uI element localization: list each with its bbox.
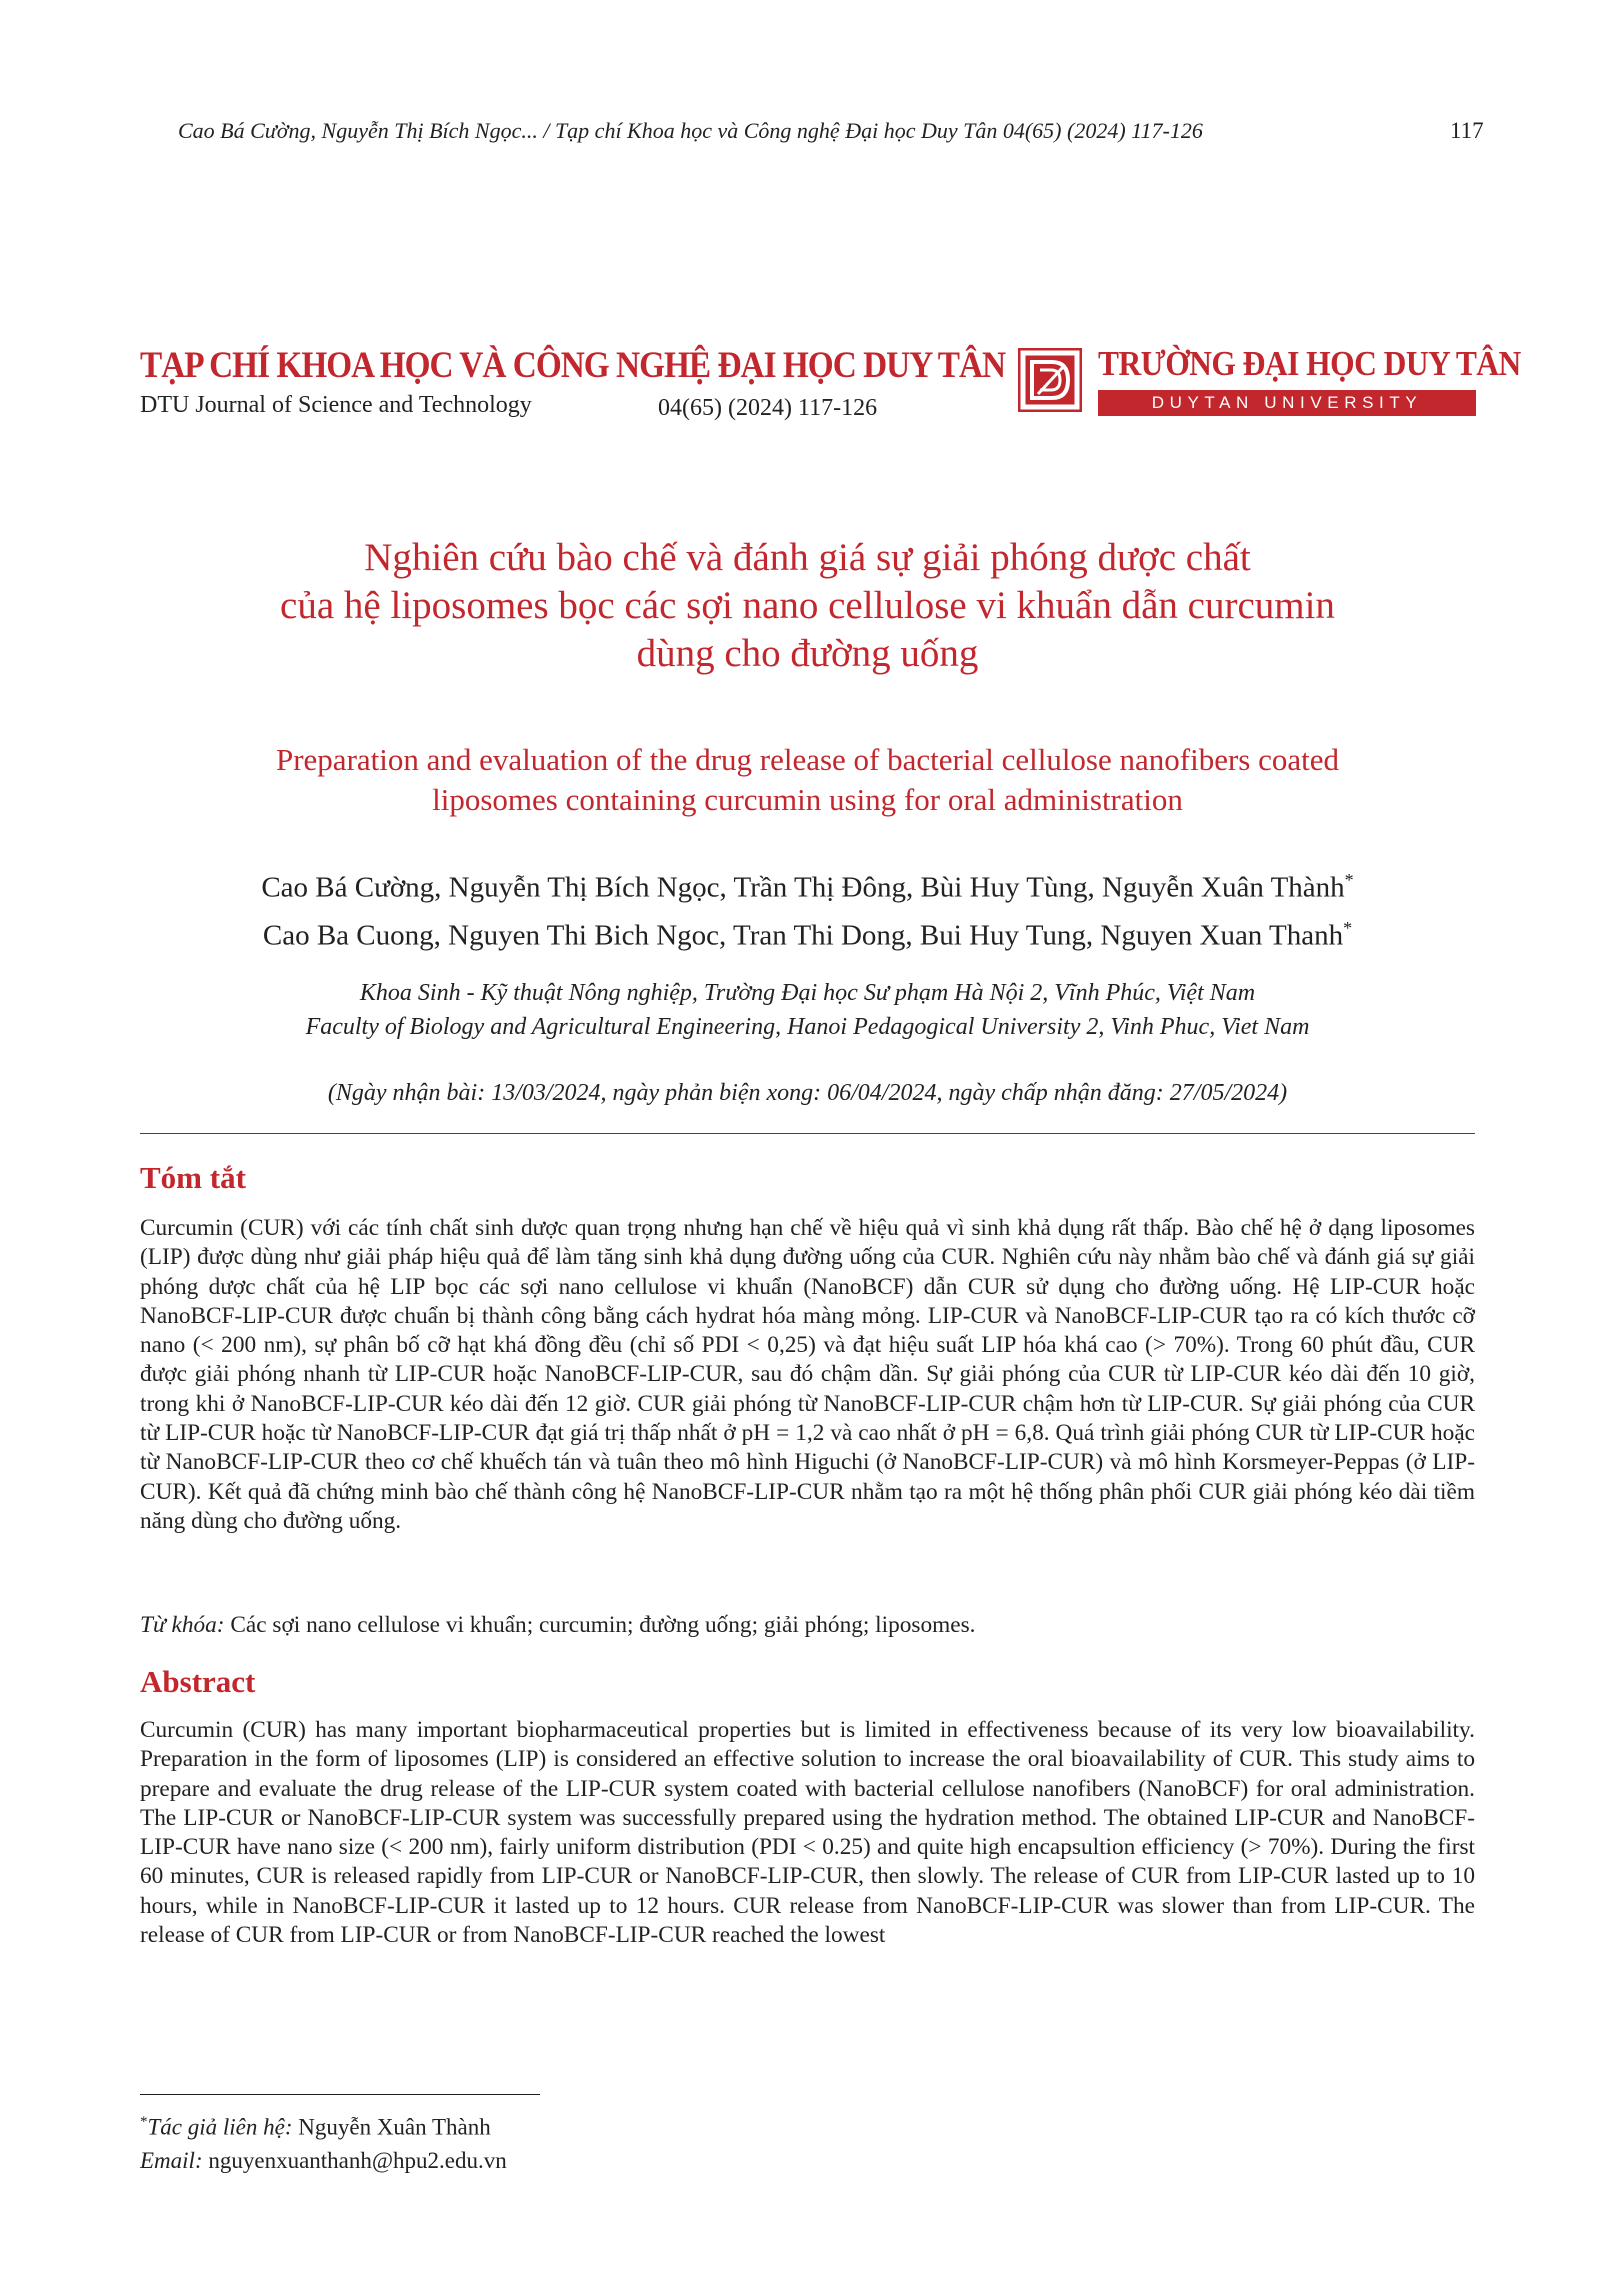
corresponding-mark-vn: * bbox=[1344, 870, 1354, 890]
authors-en-line bbox=[140, 908, 1475, 956]
journal-issue: 04(65) (2024) 117-126 bbox=[658, 395, 878, 421]
header-divider bbox=[140, 1133, 1475, 1134]
authors-vn-line bbox=[140, 860, 1475, 908]
keywords bbox=[140, 1612, 1475, 1639]
title-en bbox=[140, 740, 1475, 820]
summary-text: Curcumin (CUR) với các tính chất sinh dược quan trọng nhưng hạn chế về hiệu quả vì sinh khả dụng rất thấp. Bào chế hệ ở dạng liposomes (LIP) được dùng như giải pháp hiệu quả để làm tăng sinh khả dụng đường uống của CUR. Nghiên cứu này nhằm bào chế và đánh giá sự giải phóng dược chất của hệ LIP bọc các sợi nano cellulose vi khuẩn (NanoBCF) dẫn CUR sử dụng cho đường uống. Hệ LIP-CUR hoặc NanoBCF-LIP-CUR được chuẩn bị thành công bằng cách hydrat hóa màng mỏng. LIP-CUR và NanoBCF-LIP-CUR tạo ra có kích thước cỡ nano (< 200 nm), sự phân bố cỡ hạt khá đồng đều (chỉ số PDI < 0,25) và đạt hiệu suất LIP hóa khá cao (> 70%). Trong 60 phút đầu, CUR được giải phóng nhanh từ LIP-CUR hoặc NanoBCF-LIP-CUR, sau đó chậm dần. Sự giải phóng của CUR từ LIP-CUR kéo dài đến 10 giờ, trong khi ở NanoBCF-LIP-CUR kéo dài đến 12 giờ. CUR giải phóng từ NanoBCF-LIP-CUR chậm hơn từ LIP-CUR. Sự giải phóng của CUR từ LIP-CUR hoặc từ NanoBCF-LIP-CUR đạt giá trị thấp nhất ở pH = 1,2 và cao nhất ở pH = 6,8. Quá trình giải phóng CUR từ LIP-CUR hoặc từ NanoBCF-LIP-CUR theo cơ chế khuếch tán và tuân theo mô hình Higuchi (ở NanoBCF-LIP-CUR) và mô hình Korsmeyer-Peppas (ở LIP-CUR). Kết quả đã chứng minh bào chế thành công hệ NanoBCF-LIP-CUR nhằm tạo ra một hệ thống phân phối CUR giải phóng kéo dài tiềm năng dùng cho đường uống. bbox=[140, 1215, 1475, 1534]
footnote-author-name: Nguyễn Xuân Thành bbox=[298, 2114, 491, 2140]
footnote-divider bbox=[140, 2094, 540, 2095]
university-logo-icon bbox=[1018, 348, 1082, 412]
footnote-author-label: Tác giả liên hệ: bbox=[147, 2114, 293, 2140]
title-vn bbox=[140, 534, 1475, 678]
affiliations bbox=[140, 976, 1475, 1044]
university-name-en: DUYTAN UNIVERSITY bbox=[1098, 390, 1476, 416]
abstract-text: Curcumin (CUR) has many important biopharmaceutical properties but is limited in effectiveness because of its very low bioavailability. Preparation in the form of liposomes (LIP) is considered an effective solution to increase the oral bioavailability of CUR. This study aims to prepare and evaluate the drug release of the LIP-CUR system coated with bacterial cellulose nanofibers (NanoBCF) for oral administration. The LIP-CUR or NanoBCF-LIP-CUR system was successfully prepared using the hydration method. The obtained LIP-CUR and NanoBCF-LIP-CUR have nano size (< 200 nm), fairly uniform distribution (PDI < 0.25) and quite high encapsultion efficiency (> 70%). During the first 60 minutes, CUR is released rapidly from LIP-CUR or NanoBCF-LIP-CUR, then slowly. The release of CUR from LIP-CUR lasted up to 10 hours, while in NanoBCF-LIP-CUR it lasted up to 12 hours. CUR release from NanoBCF-LIP-CUR was slower than from LIP-CUR. The release of CUR from LIP-CUR or from NanoBCF-LIP-CUR reached the lowest bbox=[140, 1717, 1475, 1949]
keywords-label: Từ khóa: bbox=[140, 1612, 225, 1638]
title-vn-text: Nghiên cứu bào chế và đánh giá sự giải phóng dược chất của hệ liposomes bọc các sợi nano cellulose vi khuẩn dẫn curcumin dùng cho đường uống bbox=[280, 536, 1335, 675]
page-number: 117 bbox=[1450, 118, 1484, 143]
summary-heading: Tóm tắt bbox=[140, 1160, 246, 1195]
authors-en: Cao Ba Cuong, Nguyen Thi Bich Ngoc, Tran Thi Dong, Bui Huy Tung, Nguyen Xuan Thanh bbox=[262, 919, 1344, 952]
author-list bbox=[140, 860, 1475, 955]
journal-name-vn: TẠP CHÍ KHOA HỌC VÀ CÔNG NGHỆ ĐẠI HỌC DUY TÂN bbox=[140, 345, 1006, 386]
running-header: Cao Bá Cường, Nguyễn Thị Bích Ngọc... / Tạp chí Khoa học và Công nghệ Đại học Duy Tân 04(65) (2024) 117-126 bbox=[178, 118, 1203, 143]
affiliation-en: Faculty of Biology and Agricultural Engineering, Hanoi Pedagogical University 2, Vinh Phuc, Viet Nam bbox=[305, 1014, 1310, 1040]
footnote-author bbox=[140, 2114, 491, 2141]
university-name-vn: TRƯỜNG ĐẠI HỌC DUY TÂN bbox=[1098, 344, 1521, 383]
footnote-mark: * bbox=[140, 2114, 148, 2130]
submission-dates: (Ngày nhận bài: 13/03/2024, ngày phản biện xong: 06/04/2024, ngày chấp nhận đăng: 27/05/2024) bbox=[327, 1080, 1288, 1106]
abstract-heading: Abstract bbox=[140, 1664, 256, 1699]
corresponding-mark-en: * bbox=[1343, 917, 1353, 938]
affiliation-vn: Khoa Sinh - Kỹ thuật Nông nghiệp, Trường Đại học Sư phạm Hà Nội 2, Vĩnh Phúc, Việt Nam bbox=[359, 980, 1256, 1006]
footnote-email-address[interactable]: nguyenxuanthanh@hpu2.edu.vn bbox=[208, 2148, 507, 2173]
journal-name-en: DTU Journal of Science and Technology bbox=[140, 392, 532, 418]
footnote-email bbox=[140, 2148, 507, 2174]
authors-vn: Cao Bá Cường, Nguyễn Thị Bích Ngọc, Trần Thị Đông, Bùi Huy Tùng, Nguyễn Xuân Thành bbox=[261, 871, 1345, 904]
footnote-email-label: Email: bbox=[140, 2148, 203, 2173]
keywords-text: Các sợi nano cellulose vi khuẩn; curcumin; đường uống; giải phóng; liposomes. bbox=[230, 1612, 976, 1638]
title-en-text: Preparation and evaluation of the drug release of bacterial cellulose nanofibers coated liposomes containing curcumin using for oral administration bbox=[275, 742, 1339, 817]
